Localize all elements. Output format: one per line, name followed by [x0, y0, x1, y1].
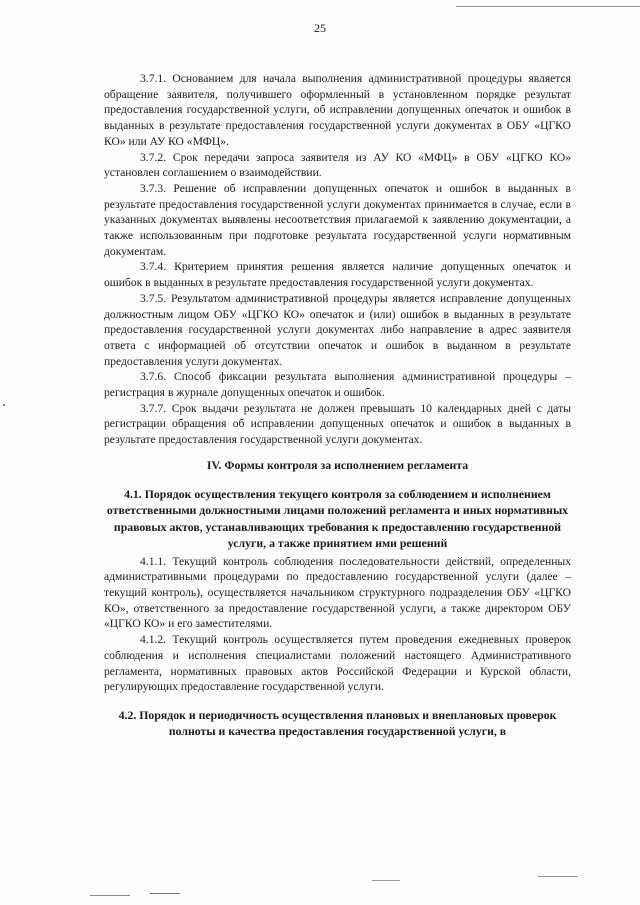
document-body [104, 71, 571, 740]
paragraph-3-7-6: 3.7.6. Способ фиксации результата выполнения административной процедуры – регистрация в журнале допущенных опечаток и ошибок. [104, 370, 571, 400]
paragraph-3-7-4: 3.7.4. Критерием принятия решения является наличие допущенных опечаток и ошибок в выданных в результате предоставления государственной услуги документах. [104, 260, 571, 290]
scan-artifact [538, 876, 578, 877]
paragraph-3-7-1: 3.7.1. Основанием для начала выполнения административной процедуры является обращение заявителя, получившего оформленный в установленном порядке результат предоставления государственной услуги, об исправлении допущенных опечаток и ошибок в выданных в результате предоставления государственной услуги документах в ОБУ «ЦГКО КО» или АУ КО «МФЦ». [104, 72, 571, 148]
scan-artifact [150, 893, 180, 894]
paragraph-3-7-3: 3.7.3. Решение об исправлении допущенных опечаток и ошибок в выданных в результате предоставления государственной услуги документах принимается в случае, если в указанных документах выявлены несоответствия прилагаемой к заявлению документации, а также использованным при подготовке результата государственной услуги нормативным документам. [104, 181, 571, 258]
paragraph-4-1-1: 4.1.1. Текущий контроль соблюдения последовательности действий, определенных административными процедурами по предоставлению государственной услуги (далее – текущий контроль), осуществляется начальником структурного подразделения ОБУ «ЦГКО КО», ответственного за предоставление государственной услуги, а также директором ОБУ «ЦГКО КО» и его заместителями. [104, 554, 571, 631]
section-heading: IV. Формы контроля за исполнением регламента [206, 457, 469, 472]
paragraph-3-7-7: 3.7.7. Срок выдачи результата не должен превышать 10 календарных дней с даты регистрации обращения об исправлении допущенных опечаток и ошибок в выданных в результате предоставления государственной услуги документах. [104, 401, 571, 447]
scan-artifact [372, 880, 400, 881]
paragraph-4-1-2: 4.1.2. Текущий контроль осуществляется путем проведения ежедневных проверок соблюдения и исполнения специалистами положений настоящего Административного регламента, нормативных правовых актов Российской Федерации и Курской области, регулирующих предоставление государственной услуги. [104, 633, 571, 694]
paragraph-3-7-5: 3.7.5. Результатом административной процедуры является исправление допущенных должностным лицом ОБУ «ЦГКО КО» опечаток и (или) ошибок в выданных в результате предоставления государственной услуги документах либо направление в адрес заявителя ответа с информацией об отсутствии опечаток и ошибок в выданном в результате предоставления услуги документах. [104, 291, 571, 368]
scan-artifact [90, 895, 130, 896]
subsection-heading-4-2: 4.2. Порядок и периодичность осуществления плановых и внеплановых проверок полноты и качества предоставления государственной услуги, в [118, 707, 557, 739]
scan-artifact [3, 404, 5, 406]
page-number: 25 [314, 21, 326, 35]
top-rule [456, 6, 640, 7]
paragraph-3-7-2: 3.7.2. Срок передачи запроса заявителя из АУ КО «МФЦ» в ОБУ «ЦГКО КО» установлен соглашением о взаимодействии. [104, 150, 571, 180]
subsection-heading-4-1: 4.1. Порядок осуществления текущего контроля за соблюдением и исполнением ответственными должностными лицами положений регламента и иных нормативных правовых актов, устанавливающих требования к предоставлению государственной услуги, а также принятием ими решений [106, 486, 569, 551]
